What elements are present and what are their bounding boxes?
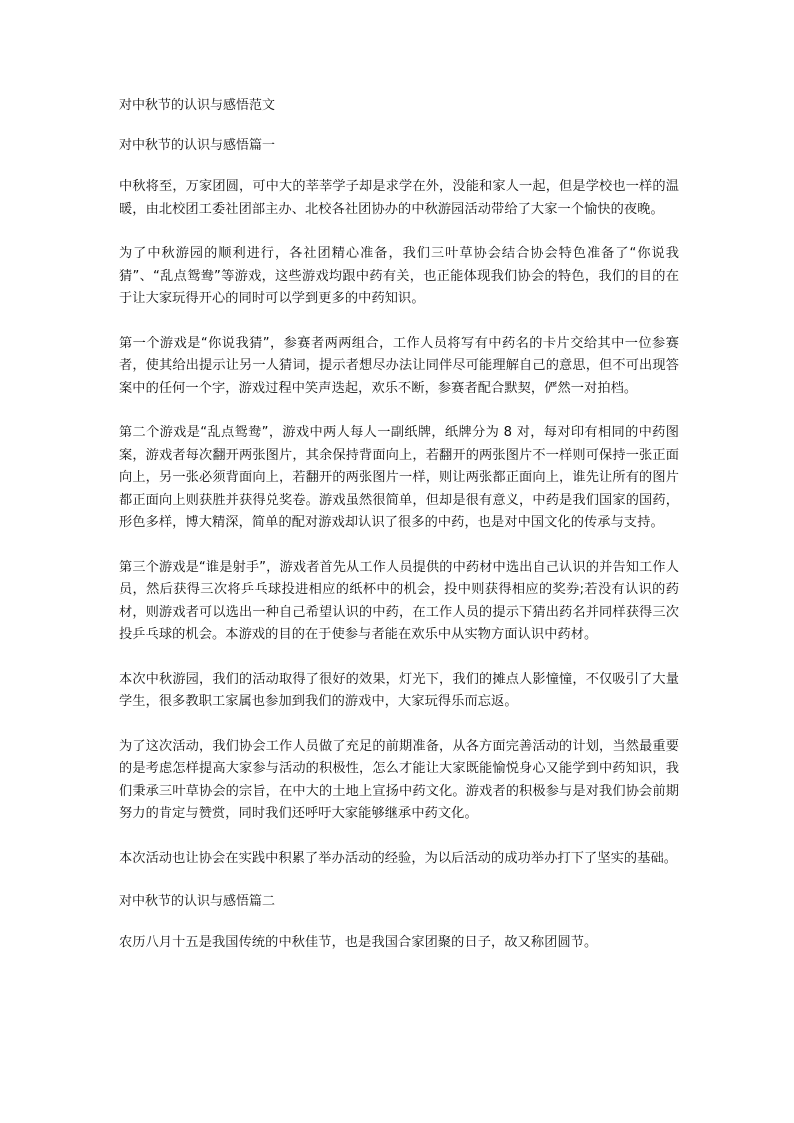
- paragraph: 第三个游戏是“谁是射手”，游戏者首先从工作人员提供的中药材中选出自己认识的并告知工作人员，然后获得三次将乒乓球投进相应的纸杯中的机会，投中则获得相应的奖券;若没有认识的药材，则游戏者可以选出一种自己希望认识的中药，在工作人员的提示下猜出药名并同样获得三次投乒乓球的机会。本游戏的目的在于使参与者能在欢乐中从实物方面认识中药材。: [119, 559, 679, 642]
- paragraph: 为了这次活动，我们协会工作人员做了充足的前期准备，从各方面完善活动的计划，当然最重要的是考虑怎样提高大家参与活动的积极性，怎么才能让大家既能愉悦身心又能学到中药知识，我们秉承三叶草协会的宗旨，在中大的土地上宣扬中药文化。游戏者的积极参与是对我们协会前期努力的肯定与赞赏，同时我们还呼吁大家能够继承中药文化。: [119, 738, 679, 821]
- paragraph: 为了中秋游园的顺利进行，各社团精心准备，我们三叶草协会结合协会特色准备了“你说我猜”、“乱点鸳鸯”等游戏，这些游戏均跟中药有关，也正能体现我们协会的特色，我们的目的在于让大家玩得开心的同时可以学到更多的中药知识。: [119, 246, 679, 306]
- paragraph: 本次活动也让协会在实践中积累了举办活动的经验，为以后活动的成功举办打下了坚实的基础。: [119, 850, 678, 866]
- section-heading-1: 对中秋节的认识与感悟篇一: [119, 138, 276, 153]
- section-heading-2: 对中秋节的认识与感悟篇二: [119, 894, 276, 909]
- paragraph: 第一个游戏是“你说我猜”，参赛者两两组合，工作人员将写有中药名的卡片交给其中一位参赛者，使其给出提示让另一人猜词，提示者想尽办法让同伴尽可能理解自己的意思，但不可出现答案中的任何一个字，游戏过程中笑声迭起，欢乐不断，参赛者配合默契，俨然一对拍档。: [119, 335, 679, 396]
- paragraph: 本次中秋游园，我们的活动取得了很好的效果，灯光下，我们的摊点人影憧憧，不仅吸引了大量学生，很多教职工家属也参加到我们的游戏中，大家玩得乐而忘返。: [119, 671, 679, 709]
- paragraph: 第二个游戏是“乱点鸳鸯”，游戏中两人每人一副纸牌，纸牌分为 8 对，每对印有相同的中药图案，游戏者每次翻开两张图片，其余保持背面向上，若翻开的两张图片不一样则可保持一张正面向上，另一张必须背面向上，若翻开的两张图片一样，则让两张都正面向上，谁先让所有的图片都正面向上则获胜并获得兑奖卷。游戏虽然很简单，但却是很有意义，中药是我们国家的国药，形色多样，博大精深，简单的配对游戏却认识了很多的中药，也是对中国文化的传承与支持。: [119, 425, 679, 530]
- paragraph: 中秋将至，万家团圆，可中大的莘莘学子却是求学在外，没能和家人一起，但是学校也一样的温暖，由北校团工委社团部主办、北校各社团协办的中秋游园活动带给了大家一个愉快的夜晚。: [119, 179, 679, 217]
- paragraph: 农历八月十五是我国传统的中秋佳节，也是我国合家团聚的日子，故又称团圆节。: [119, 935, 598, 950]
- document-title: 对中秋节的认识与感悟范文: [119, 98, 276, 113]
- document-page: [119, 96, 679, 977]
